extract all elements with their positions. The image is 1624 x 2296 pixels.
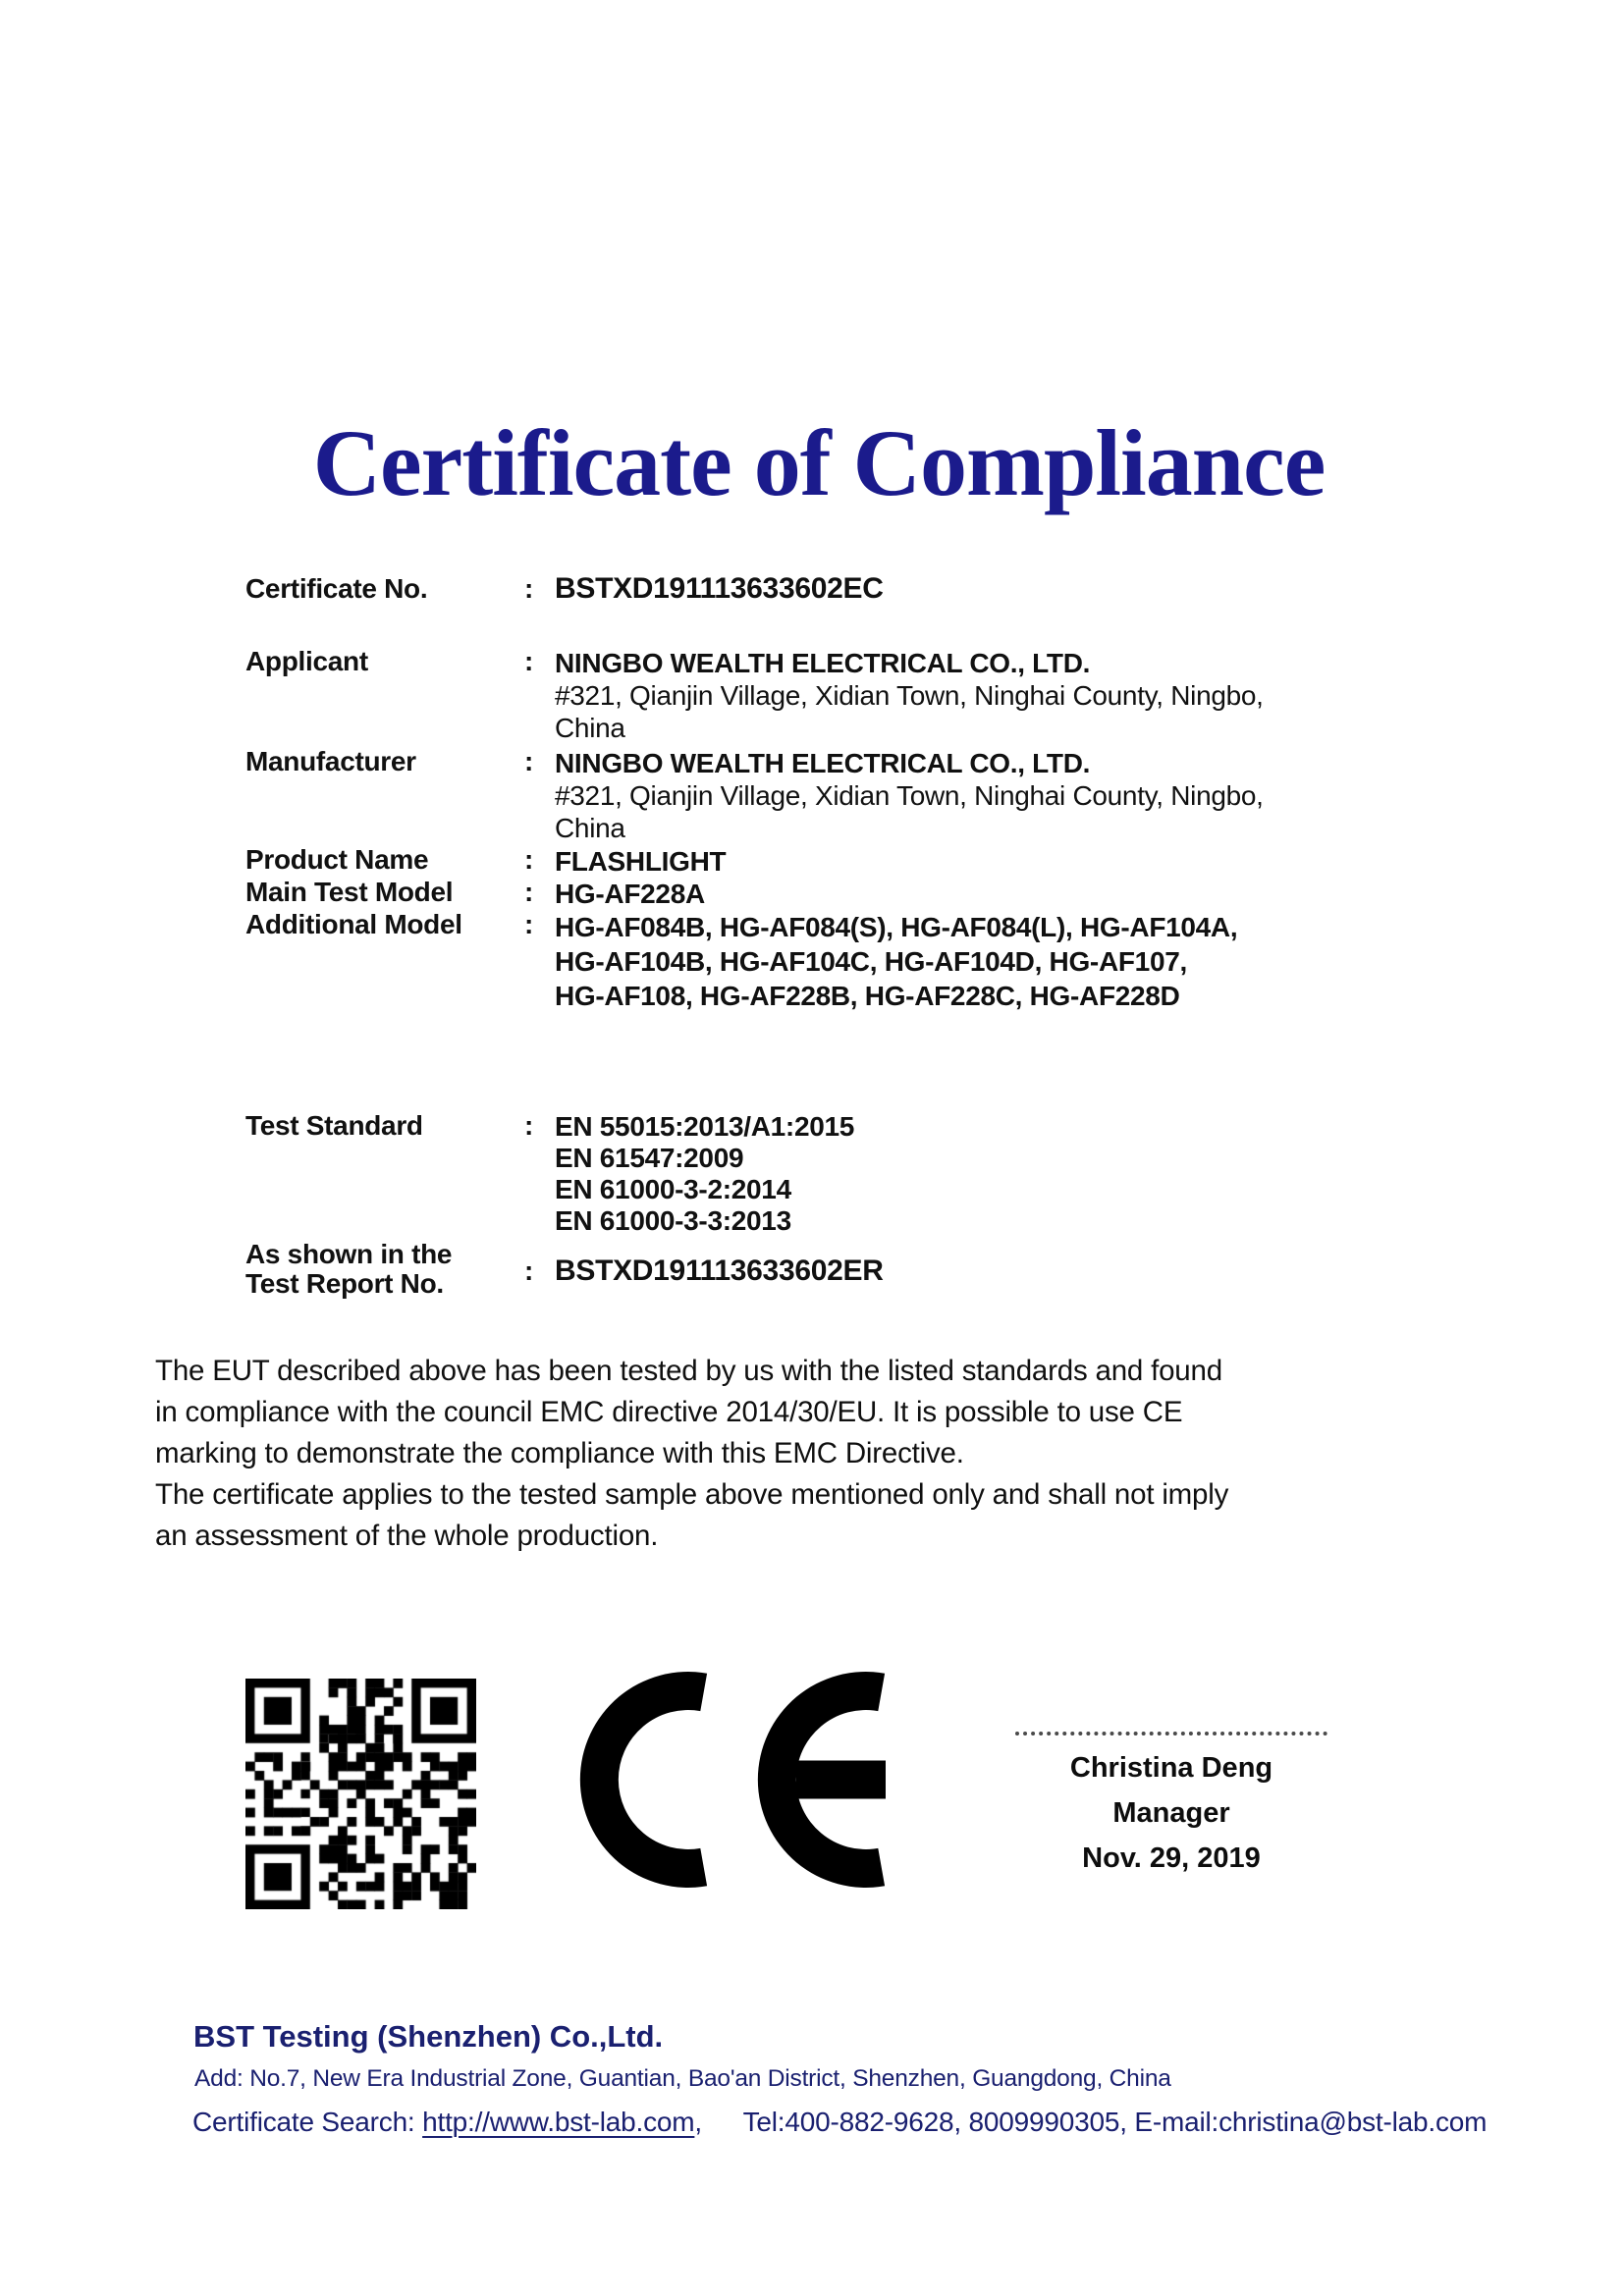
field-label: Additional Model (245, 909, 462, 939)
field-label: Product Name (245, 844, 429, 875)
paragraph-line: an assessment of the whole production. (155, 1520, 659, 1552)
issuer-company-name: BST Testing (Shenzhen) Co.,Ltd. (193, 2019, 664, 2054)
applicant-address-line: #321, Qianjin Village, Xidian Town, Ninghai County, Ningbo, (555, 680, 1264, 711)
signature-block (1001, 1732, 1341, 1881)
field-colon: : (524, 844, 534, 875)
field-label: Applicant (245, 646, 368, 676)
signature-date: Nov. 29, 2019 (1082, 1842, 1261, 1874)
test-standard-line: EN 55015:2013/A1:2015 (555, 1111, 855, 1142)
test-standard-line: EN 61000-3-3:2013 (555, 1205, 791, 1236)
additional-model-line: HG-AF104B, HG-AF104C, HG-AF104D, HG-AF107, (555, 946, 1187, 977)
qr-code (245, 1679, 476, 1909)
ce-mark-logo (575, 1671, 892, 1889)
paragraph-line: marking to demonstrate the compliance with this EMC Directive. (155, 1437, 964, 1469)
ce-letter-e (758, 1672, 886, 1888)
certificate-search-link[interactable]: http://www.bst-lab.com (422, 2107, 695, 2137)
field-colon: : (524, 573, 534, 604)
certificate-search-label: Certificate Search: (192, 2107, 415, 2137)
compliance-statement (155, 1351, 1228, 1557)
field-label-line: As shown in the (245, 1239, 453, 1269)
ce-letter-c (580, 1672, 707, 1888)
field-row-certificate-no (245, 572, 884, 605)
test-standard-line: EN 61547:2009 (555, 1143, 744, 1173)
manufacturer-address-line: #321, Qianjin Village, Xidian Town, Ninghai County, Ningbo, (555, 780, 1264, 811)
field-row-main-test-model (245, 877, 705, 909)
field-colon: : (524, 877, 534, 907)
field-row-product-name (245, 844, 727, 877)
test-standard-line: EN 61000-3-2:2014 (555, 1174, 791, 1204)
signatory-role: Manager (1112, 1797, 1230, 1829)
certificate-number: BSTXD191113633602EC (555, 572, 884, 605)
additional-model-line: HG-AF084B, HG-AF084(S), HG-AF084(L), HG-AF104A, (555, 912, 1238, 942)
applicant-name: NINGBO WEALTH ELECTRICAL CO., LTD. (555, 648, 1091, 678)
product-name: FLASHLIGHT (555, 846, 727, 877)
manufacturer-name: NINGBO WEALTH ELECTRICAL CO., LTD. (555, 748, 1091, 778)
field-label: Test Standard (245, 1110, 423, 1141)
main-test-model: HG-AF228A (555, 879, 705, 909)
field-colon: : (524, 909, 534, 939)
field-row-applicant (245, 646, 1264, 743)
field-label-line: Test Report No. (245, 1268, 444, 1299)
field-row-additional-model (245, 909, 1238, 1011)
field-row-test-standard (245, 1110, 855, 1236)
link-comma: , (694, 2107, 702, 2137)
paragraph-line: in compliance with the council EMC directive 2014/30/EU. It is possible to use CE (155, 1396, 1183, 1428)
field-row-test-report-no (245, 1239, 884, 1299)
field-label: Certificate No. (245, 573, 428, 604)
field-row-manufacturer (245, 746, 1264, 843)
field-label: Manufacturer (245, 746, 416, 776)
manufacturer-address-line: China (555, 813, 625, 843)
field-colon: : (524, 646, 534, 676)
issuer-address: Add: No.7, New Era Industrial Zone, Guantian, Bao'an District, Shenzhen, Guangdong, China (194, 2065, 1171, 2092)
field-colon: : (524, 1110, 534, 1141)
certificate-title: Certificate of Compliance (312, 410, 1326, 515)
field-colon: : (524, 746, 534, 776)
additional-model-line: HG-AF108, HG-AF228B, HG-AF228C, HG-AF228D (555, 981, 1180, 1011)
signatory-name: Christina Deng (1069, 1752, 1273, 1784)
issuer-contact-info: Tel:400-882-9628, 8009990305, E-mail:christina@bst-lab.com (742, 2107, 1488, 2137)
signature-dotted-line (1015, 1732, 1327, 1735)
applicant-address-line: China (555, 713, 625, 743)
field-colon: : (524, 1255, 534, 1286)
paragraph-line: The EUT described above has been tested by us with the listed standards and found (155, 1355, 1222, 1387)
certificate-search-line (192, 2107, 1487, 2138)
paragraph-line: The certificate applies to the tested sample above mentioned only and shall not imply (155, 1478, 1229, 1511)
field-label: Main Test Model (245, 877, 454, 907)
test-report-number: BSTXD191113633602ER (555, 1255, 884, 1287)
